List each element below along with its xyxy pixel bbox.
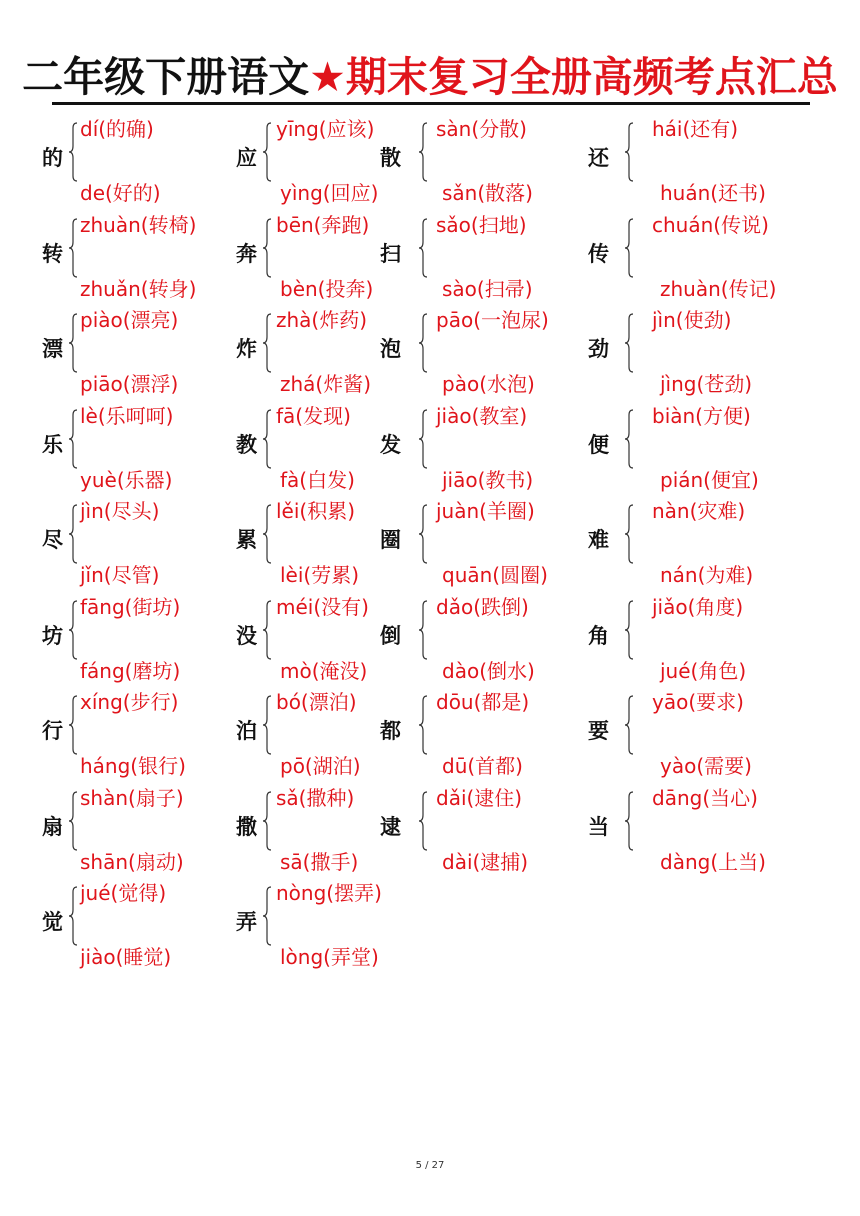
curly-brace-icon — [624, 695, 634, 755]
polyphone-character: 坊 — [42, 623, 63, 648]
polyphone-character: 传 — [588, 241, 609, 266]
polyphone-character: 倒 — [380, 623, 401, 648]
pronunciation-bottom: yào(需要) — [660, 754, 752, 778]
pronunciation-top: bó(漂泊) — [276, 690, 357, 714]
pronunciation-bottom: bèn(投奔) — [280, 276, 374, 301]
polyphone-character: 还 — [588, 146, 609, 170]
pronunciation-bottom: pō(湖泊) — [280, 754, 361, 778]
pronunciation-bottom: sào(扫帚) — [442, 276, 533, 301]
pronunciation-bottom: zhuàn(传记) — [660, 276, 777, 301]
pronunciation-bottom: fáng(磨坊) — [80, 658, 181, 683]
pronunciation-top: zhà(炸药) — [276, 308, 368, 332]
pronunciation-top: juàn(羊圈) — [436, 499, 535, 523]
pronunciation-top: piào(漂亮) — [80, 308, 179, 332]
polyphone-character: 发 — [380, 432, 401, 457]
pronunciation-bottom: háng(银行) — [80, 754, 186, 778]
pronunciation-bottom: sā(撒手) — [280, 849, 359, 874]
curly-brace-icon — [624, 313, 634, 373]
pronunciation-bottom: dào(倒水) — [442, 658, 535, 683]
pronunciation-bottom: yìng(回应) — [280, 181, 379, 205]
pronunciation-bottom: sǎn(散落) — [442, 181, 533, 205]
pronunciation-top: dǎi(逮住) — [436, 785, 523, 810]
pronunciation-bottom: jiāo(教书) — [442, 467, 534, 492]
curly-brace-icon — [624, 218, 634, 278]
polyphone-character: 觉 — [42, 910, 63, 934]
pronunciation-top: dí(的确) — [80, 117, 154, 141]
pronunciation-bottom: jué(角色) — [660, 658, 747, 683]
pronunciation-bottom: jǐn(尽管) — [80, 563, 160, 587]
pronunciation-top: pāo(一泡尿) — [436, 308, 549, 332]
pronunciation-bottom: jìng(苍劲) — [660, 372, 753, 396]
pronunciation-top: jìn(使劲) — [652, 308, 732, 332]
pronunciation-top: jué(觉得) — [80, 881, 167, 905]
curly-brace-icon — [624, 504, 634, 564]
pronunciation-top: méi(没有) — [276, 594, 369, 619]
pronunciation-bottom: jiào(睡觉) — [80, 945, 172, 969]
polyphone-character: 教 — [236, 432, 257, 457]
polyphone-entry — [0, 880, 860, 972]
polyphone-character: 累 — [236, 528, 257, 552]
polyphone-character: 劲 — [588, 337, 609, 361]
polyphone-character: 弄 — [236, 910, 257, 934]
polyphone-character: 散 — [380, 146, 401, 170]
polyphone-character: 扫 — [380, 241, 401, 266]
pronunciation-bottom: zhá(炸酱) — [280, 372, 372, 396]
pronunciation-top: chuán(传说) — [652, 212, 769, 237]
pronunciation-top: nòng(摆弄) — [276, 881, 382, 905]
polyphone-character: 行 — [42, 719, 63, 743]
pronunciation-top: dǎo(跌倒) — [436, 594, 529, 619]
polyphone-entry — [0, 307, 860, 399]
pronunciation-top: sàn(分散) — [436, 117, 527, 141]
polyphone-character: 扇 — [42, 814, 63, 839]
polyphone-character: 尽 — [42, 528, 63, 552]
pronunciation-top: jiào(教室) — [436, 403, 528, 428]
polyphone-character: 转 — [42, 241, 63, 266]
curly-brace-icon — [624, 122, 634, 182]
pronunciation-bottom: fà(白发) — [280, 467, 355, 492]
pronunciation-top: lěi(积累) — [276, 499, 356, 523]
polyphone-character: 乐 — [42, 432, 63, 457]
curly-brace-icon — [624, 791, 634, 851]
pronunciation-top: bēn(奔跑) — [276, 212, 370, 237]
pronunciation-bottom: zhuǎn(转身) — [80, 276, 197, 301]
polyphone-character: 炸 — [236, 337, 257, 361]
polyphone-character: 没 — [236, 623, 257, 648]
pronunciation-top: nàn(灾难) — [652, 499, 746, 523]
pronunciation-top: sǎ(撒种) — [276, 785, 355, 810]
pronunciation-top: dāng(当心) — [652, 785, 758, 810]
pronunciation-bottom: piāo(漂浮) — [80, 372, 179, 396]
pronunciation-top: yāo(要求) — [652, 690, 744, 714]
polyphone-character: 逮 — [380, 814, 401, 839]
polyphone-entry — [0, 116, 860, 208]
pronunciation-top: fā(发现) — [276, 403, 351, 428]
pronunciation-top: jiǎo(角度) — [652, 594, 744, 619]
curly-brace-icon — [262, 886, 272, 946]
pronunciation-bottom: lòng(弄堂) — [280, 945, 379, 969]
pronunciation-bottom: pào(水泡) — [442, 372, 535, 396]
polyphone-character: 当 — [588, 814, 609, 839]
polyphone-entry — [0, 212, 860, 304]
polyphone-character: 泡 — [380, 337, 401, 361]
title-red-part: ★期末复习全册高频考点汇总 — [309, 53, 838, 101]
curly-brace-icon — [624, 600, 634, 660]
polyphone-character: 泊 — [236, 719, 257, 743]
polyphone-entry — [0, 403, 860, 495]
polyphone-character: 都 — [380, 719, 401, 743]
polyphone-character: 难 — [588, 528, 609, 552]
polyphone-character: 圈 — [380, 528, 401, 552]
polyphone-entry — [0, 498, 860, 590]
polyphone-character: 便 — [588, 432, 609, 457]
pronunciation-top: yīng(应该) — [276, 117, 375, 141]
polyphone-character: 的 — [42, 146, 63, 170]
pronunciation-top: lè(乐呵呵) — [80, 403, 174, 428]
polyphone-entry — [0, 689, 860, 781]
pronunciation-top: shàn(扇子) — [80, 785, 184, 810]
pronunciation-top: fāng(街坊) — [80, 594, 181, 619]
polyphone-entry — [0, 785, 860, 877]
pronunciation-bottom: de(好的) — [80, 181, 161, 205]
pronunciation-top: jìn(尽头) — [80, 499, 160, 523]
pronunciation-top: hái(还有) — [652, 117, 739, 141]
pronunciation-bottom: nán(为难) — [660, 563, 754, 587]
pronunciation-bottom: lèi(劳累) — [280, 563, 360, 587]
polyphone-character: 奔 — [236, 241, 257, 266]
pronunciation-top: xíng(步行) — [80, 690, 179, 714]
curly-brace-icon — [624, 409, 634, 469]
title-black-part: 二年级下册语文 — [22, 53, 310, 101]
pronunciation-bottom: dài(逮捕) — [442, 849, 529, 874]
pronunciation-bottom: dàng(上当) — [660, 849, 766, 874]
polyphone-character: 角 — [588, 623, 609, 648]
pronunciation-top: zhuàn(转椅) — [80, 212, 197, 237]
polyphone-character: 漂 — [42, 337, 63, 361]
pronunciation-bottom: huán(还书) — [660, 181, 766, 205]
pronunciation-bottom: pián(便宜) — [660, 467, 759, 492]
pronunciation-top: biàn(方便) — [652, 403, 751, 428]
polyphone-character: 要 — [588, 719, 609, 743]
pronunciation-bottom: shān(扇动) — [80, 849, 184, 874]
pronunciation-top: dōu(都是) — [436, 690, 530, 714]
pronunciation-bottom: dū(首都) — [442, 754, 523, 778]
page-number: 5 / 27 — [415, 1160, 445, 1171]
page-title — [0, 50, 860, 104]
polyphone-entry — [0, 594, 860, 686]
pronunciation-bottom: mò(淹没) — [280, 658, 368, 683]
pronunciation-bottom: quān(圆圈) — [442, 563, 548, 587]
pronunciation-top: sǎo(扫地) — [436, 212, 527, 237]
polyphone-character: 撒 — [236, 814, 257, 839]
pronunciation-bottom: yuè(乐器) — [80, 467, 173, 492]
title-underline — [52, 102, 810, 105]
polyphone-character: 应 — [236, 146, 257, 170]
